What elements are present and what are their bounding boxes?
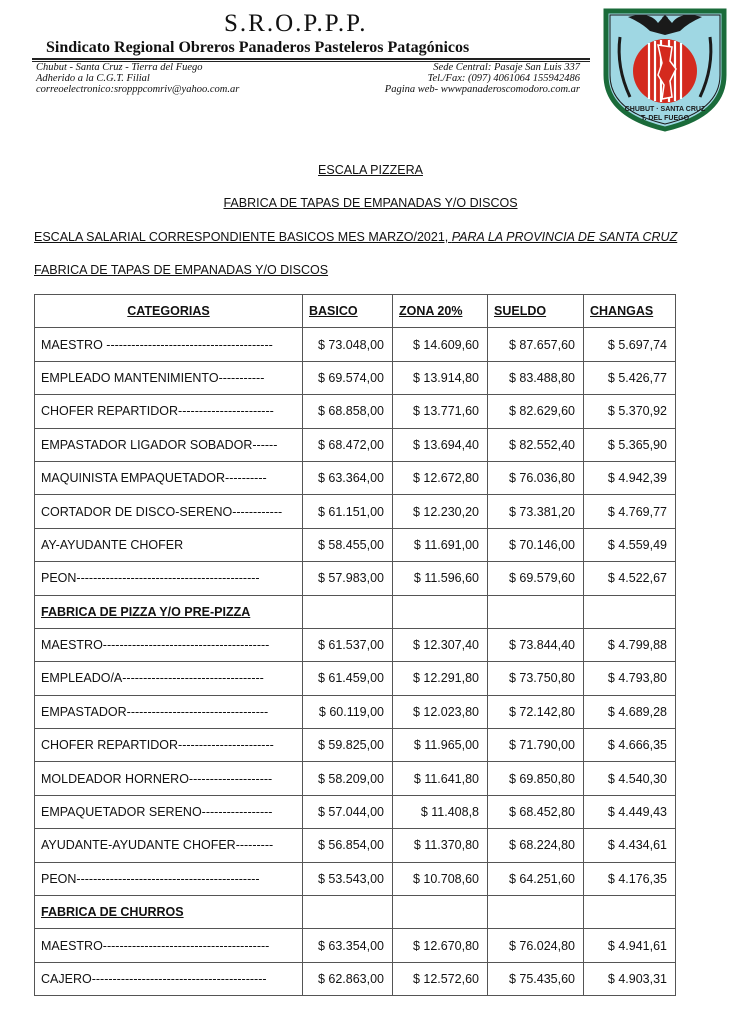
table-row <box>35 695 676 728</box>
basico-cell: $ 68.472,00 <box>303 428 393 461</box>
sueldo-cell: $ 76.024,80 <box>488 929 584 962</box>
category-cell: AYUDANTE-AYUDANTE CHOFER--------- <box>35 829 303 862</box>
header-right-line: Pagina web- wwwpanaderoscomodoro.com.ar <box>384 84 580 95</box>
changas-cell: $ 4.434,61 <box>584 829 676 862</box>
zona-cell <box>393 896 488 929</box>
header-left-info <box>36 62 239 95</box>
sueldo-cell: $ 72.142,80 <box>488 695 584 728</box>
table-row <box>35 495 676 528</box>
basico-cell <box>303 896 393 929</box>
org-name: Sindicato Regional Obreros Panaderos Pasteleros Patagónicos <box>46 39 470 56</box>
table-header-row <box>35 295 676 328</box>
changas-cell: $ 4.540,30 <box>584 762 676 795</box>
category-cell: MAESTRO---------------------------------------- <box>35 929 303 962</box>
zona-cell: $ 11.965,00 <box>393 729 488 762</box>
changas-cell: $ 4.176,35 <box>584 862 676 895</box>
zona-cell: $ 13.771,60 <box>393 395 488 428</box>
sueldo-cell: $ 69.579,60 <box>488 562 584 595</box>
basico-cell: $ 56.854,00 <box>303 829 393 862</box>
table-row <box>35 662 676 695</box>
changas-cell: $ 4.903,31 <box>584 962 676 995</box>
col-header-zona: ZONA 20% <box>393 295 488 328</box>
header-left-line: Chubut - Santa Cruz - Tierra del Fuego <box>36 62 203 73</box>
zona-cell: $ 11.596,60 <box>393 562 488 595</box>
category-cell: FABRICA DE PIZZA Y/O PRE-PIZZA <box>35 595 303 628</box>
sueldo-cell: $ 69.850,80 <box>488 762 584 795</box>
basico-cell: $ 57.983,00 <box>303 562 393 595</box>
category-cell: FABRICA DE CHURROS <box>35 896 303 929</box>
sueldo-cell: $ 71.790,00 <box>488 729 584 762</box>
table-row <box>35 528 676 561</box>
col-header-basico: BASICO <box>303 295 393 328</box>
table-row <box>35 829 676 862</box>
changas-cell: $ 4.769,77 <box>584 495 676 528</box>
changas-cell <box>584 595 676 628</box>
basico-cell: $ 60.119,00 <box>303 695 393 728</box>
category-cell: EMPAQUETADOR SERENO----------------- <box>35 795 303 828</box>
changas-cell: $ 4.559,49 <box>584 528 676 561</box>
header-right-line: Tel./Fax: (097) 4061064 155942486 <box>427 73 580 84</box>
basico-cell: $ 61.537,00 <box>303 628 393 661</box>
table-row <box>35 628 676 661</box>
doc-heading-escala: ESCALA PIZZERA <box>318 163 423 177</box>
zona-cell: $ 11.641,80 <box>393 762 488 795</box>
doc-heading-fabrica: FABRICA DE TAPAS DE EMPANADAS Y/O DISCOS <box>223 196 518 210</box>
svg-text:CHUBUT · SANTA CRUZ: CHUBUT · SANTA CRUZ <box>624 106 706 113</box>
category-cell: AY-AYUDANTE CHOFER <box>35 528 303 561</box>
changas-cell: $ 4.689,28 <box>584 695 676 728</box>
basico-cell: $ 69.574,00 <box>303 361 393 394</box>
sueldo-cell: $ 75.435,60 <box>488 962 584 995</box>
sueldo-cell: $ 73.381,20 <box>488 495 584 528</box>
category-cell: EMPASTADOR LIGADOR SOBADOR------ <box>35 428 303 461</box>
table-row <box>35 962 676 995</box>
changas-cell: $ 5.365,90 <box>584 428 676 461</box>
category-cell: CAJERO------------------------------------------ <box>35 962 303 995</box>
category-cell: PEON-------------------------------------------- <box>35 562 303 595</box>
zona-cell: $ 12.291,80 <box>393 662 488 695</box>
category-cell: MAESTRO---------------------------------------- <box>35 628 303 661</box>
header-rule-top <box>32 58 590 60</box>
zona-cell: $ 12.572,60 <box>393 962 488 995</box>
category-cell: MAQUINISTA EMPAQUETADOR---------- <box>35 461 303 494</box>
table-row <box>35 762 676 795</box>
zona-cell: $ 10.708,60 <box>393 862 488 895</box>
sueldo-cell: $ 68.452,80 <box>488 795 584 828</box>
sueldo-cell: $ 73.844,40 <box>488 628 584 661</box>
sueldo-cell <box>488 595 584 628</box>
changas-cell: $ 4.522,67 <box>584 562 676 595</box>
doc-scale-line <box>34 230 677 244</box>
table-section-row <box>35 595 676 628</box>
org-acronym: S.R.O.P.P.P. <box>224 10 368 37</box>
category-cell: CHOFER REPARTIDOR----------------------- <box>35 729 303 762</box>
zona-cell <box>393 595 488 628</box>
table-row <box>35 862 676 895</box>
scale-line-province: PARA LA PROVINCIA DE SANTA CRUZ <box>451 230 678 244</box>
salary-table <box>34 294 676 996</box>
table-row <box>35 729 676 762</box>
category-cell: EMPASTADOR---------------------------------- <box>35 695 303 728</box>
changas-cell: $ 5.370,92 <box>584 395 676 428</box>
changas-cell: $ 4.941,61 <box>584 929 676 962</box>
category-cell: CORTADOR DE DISCO-SERENO------------ <box>35 495 303 528</box>
basico-cell: $ 73.048,00 <box>303 328 393 361</box>
changas-cell <box>584 896 676 929</box>
sueldo-cell: $ 70.146,00 <box>488 528 584 561</box>
category-cell: PEON-------------------------------------------- <box>35 862 303 895</box>
changas-cell: $ 4.942,39 <box>584 461 676 494</box>
basico-cell <box>303 595 393 628</box>
zona-cell: $ 12.670,80 <box>393 929 488 962</box>
category-cell: MAESTRO ---------------------------------------- <box>35 328 303 361</box>
basico-cell: $ 61.151,00 <box>303 495 393 528</box>
table-row <box>35 461 676 494</box>
zona-cell: $ 12.672,80 <box>393 461 488 494</box>
zona-cell: $ 12.307,40 <box>393 628 488 661</box>
zona-cell: $ 11.370,80 <box>393 829 488 862</box>
category-cell: MOLDEADOR HORNERO-------------------- <box>35 762 303 795</box>
table-row <box>35 428 676 461</box>
table-row <box>35 395 676 428</box>
table-section-row <box>35 896 676 929</box>
table-row <box>35 929 676 962</box>
sueldo-cell: $ 87.657,60 <box>488 328 584 361</box>
zona-cell: $ 11.691,00 <box>393 528 488 561</box>
basico-cell: $ 61.459,00 <box>303 662 393 695</box>
category-cell: CHOFER REPARTIDOR----------------------- <box>35 395 303 428</box>
union-logo-icon <box>600 5 730 133</box>
table-row <box>35 562 676 595</box>
sueldo-cell <box>488 896 584 929</box>
header-left-line: correoelectronico:sropppcomriv@yahoo.com.ar <box>36 84 240 95</box>
basico-cell: $ 58.209,00 <box>303 762 393 795</box>
sueldo-cell: $ 82.629,60 <box>488 395 584 428</box>
changas-cell: $ 4.799,88 <box>584 628 676 661</box>
header-right-info <box>320 62 580 95</box>
basico-cell: $ 62.863,00 <box>303 962 393 995</box>
col-header-changas: CHANGAS <box>584 295 676 328</box>
sueldo-cell: $ 76.036,80 <box>488 461 584 494</box>
basico-cell: $ 63.364,00 <box>303 461 393 494</box>
category-cell: EMPLEADO/A---------------------------------- <box>35 662 303 695</box>
table-row <box>35 328 676 361</box>
zona-cell: $ 13.914,80 <box>393 361 488 394</box>
basico-cell: $ 53.543,00 <box>303 862 393 895</box>
svg-text:T. DEL FUEGO: T. DEL FUEGO <box>640 115 690 122</box>
sueldo-cell: $ 68.224,80 <box>488 829 584 862</box>
sueldo-cell: $ 64.251,60 <box>488 862 584 895</box>
changas-cell: $ 4.449,43 <box>584 795 676 828</box>
basico-cell: $ 68.858,00 <box>303 395 393 428</box>
scale-line-text: ESCALA SALARIAL CORRESPONDIENTE BASICOS MES MARZO/2021, <box>34 230 452 244</box>
table-row <box>35 361 676 394</box>
col-header-sueldo: SUELDO <box>488 295 584 328</box>
basico-cell: $ 58.455,00 <box>303 528 393 561</box>
changas-cell: $ 4.793,80 <box>584 662 676 695</box>
col-header-categorias: CATEGORIAS <box>35 295 303 328</box>
zona-cell: $ 14.609,60 <box>393 328 488 361</box>
header-left-line: Adherido a la C.G.T. Filial <box>36 73 150 84</box>
sueldo-cell: $ 73.750,80 <box>488 662 584 695</box>
category-cell: EMPLEADO MANTENIMIENTO----------- <box>35 361 303 394</box>
changas-cell: $ 4.666,35 <box>584 729 676 762</box>
zona-cell: $ 13.694,40 <box>393 428 488 461</box>
header-right-line: Sede Central: Pasaje San Luis 337 <box>433 62 580 73</box>
zona-cell: $ 12.230,20 <box>393 495 488 528</box>
basico-cell: $ 57.044,00 <box>303 795 393 828</box>
changas-cell: $ 5.426,77 <box>584 361 676 394</box>
zona-cell: $ 12.023,80 <box>393 695 488 728</box>
basico-cell: $ 59.825,00 <box>303 729 393 762</box>
basico-cell: $ 63.354,00 <box>303 929 393 962</box>
sueldo-cell: $ 83.488,80 <box>488 361 584 394</box>
sueldo-cell: $ 82.552,40 <box>488 428 584 461</box>
changas-cell: $ 5.697,74 <box>584 328 676 361</box>
zona-cell: $ 11.408,8 <box>393 795 488 828</box>
table-row <box>35 795 676 828</box>
doc-section-title: FABRICA DE TAPAS DE EMPANADAS Y/O DISCOS <box>34 263 329 277</box>
